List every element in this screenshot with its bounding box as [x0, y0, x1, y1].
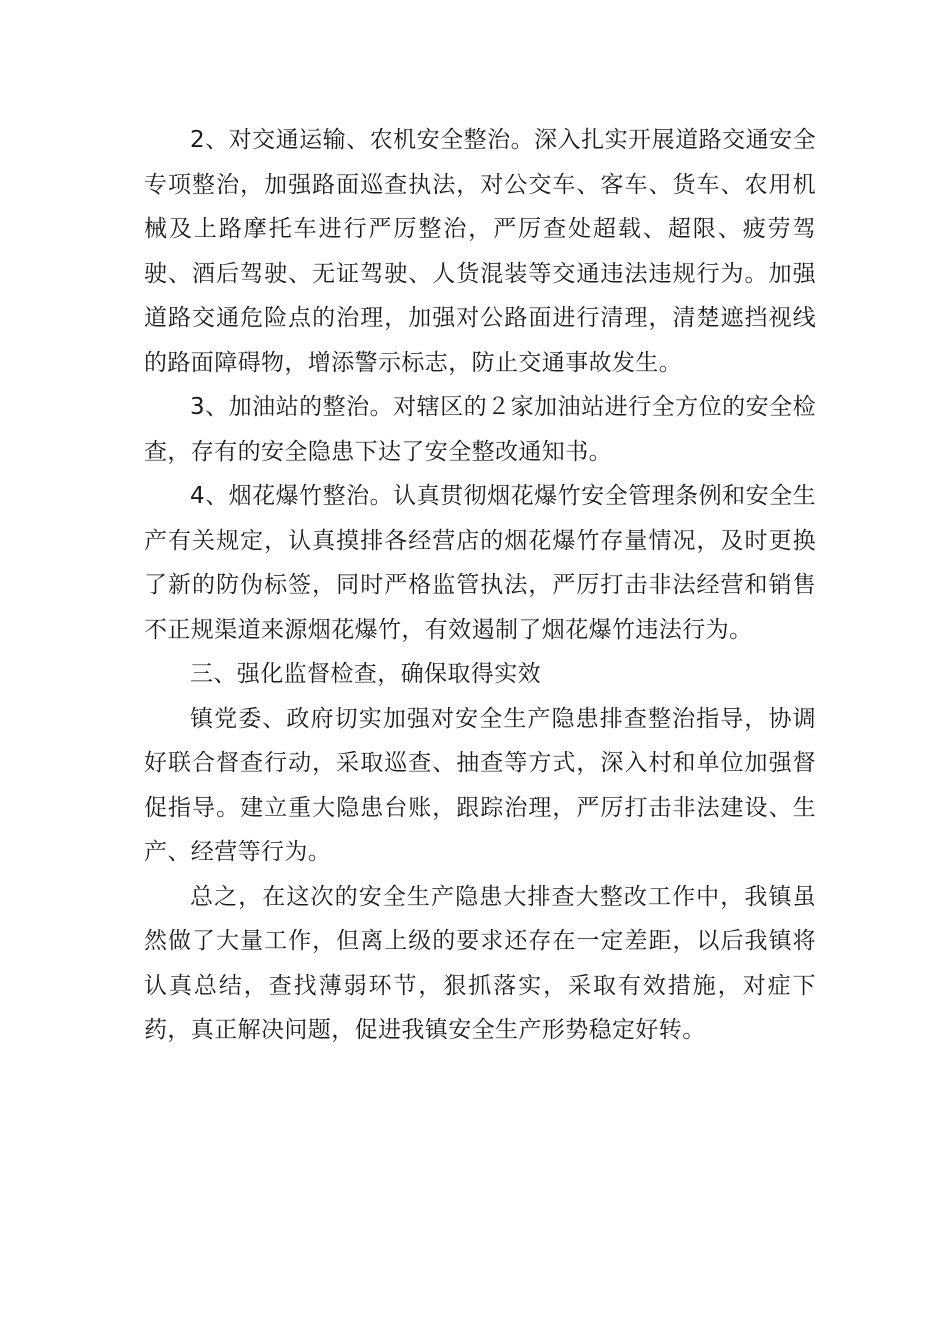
paragraph-supervision: 镇党委、政府切实加强对安全生产隐患排查整治指导，协调好联合督查行动，采取巡查、抽查等方式，深入村和单位加强督促指导。建立重大隐患台账，跟踪治理，严厉打击非法建设、生产、经营等行为。 [144, 705, 816, 865]
paragraph-conclusion: 总之，在这次的安全生产隐患大排查大整改工作中，我镇虽然做了大量工作，但离上级的要求还存在一定差距，以后我镇将认真总结，查找薄弱环节，狠抓落实，采取有效措施，对症下药，真正解决问题，促进我镇安全生产形势稳定好转。 [144, 883, 816, 1043]
paragraph-gas-station-rectification: 3、加油站的整治。对辖区的２家加油站进行全方位的安全检查，存有的安全隐患下达了安全整改通知书。 [144, 394, 816, 465]
document-body [144, 118, 816, 1053]
paragraph-fireworks-rectification: 4、烟花爆竹整治。认真贯彻烟花爆竹安全管理条例和安全生产有关规定，认真摸排各经营店的烟花爆竹存量情况，及时更换了新的防伪标签，同时严格监管执法，严厉打击非法经营和销售不正规渠道来源烟花爆竹，有效遏制了烟花爆竹违法行为。 [144, 483, 816, 643]
paragraph-traffic-rectification: 2、对交通运输、农机安全整治。深入扎实开展道路交通安全专项整治，加强路面巡查执法，对公交车、客车、货车、农用机械及上路摩托车进行严厉整治，严厉查处超载、超限、疲劳驾驶、酒后驾驶、无证驾驶、人货混装等交通违法违规行为。加强道路交通危险点的治理，加强对公路面进行清理，清楚遮挡视线的路面障碍物，增添警示标志，防止交通事故发生。 [144, 127, 816, 376]
section-heading-supervision: 三、强化监督检查，确保取得实效 [190, 661, 541, 687]
